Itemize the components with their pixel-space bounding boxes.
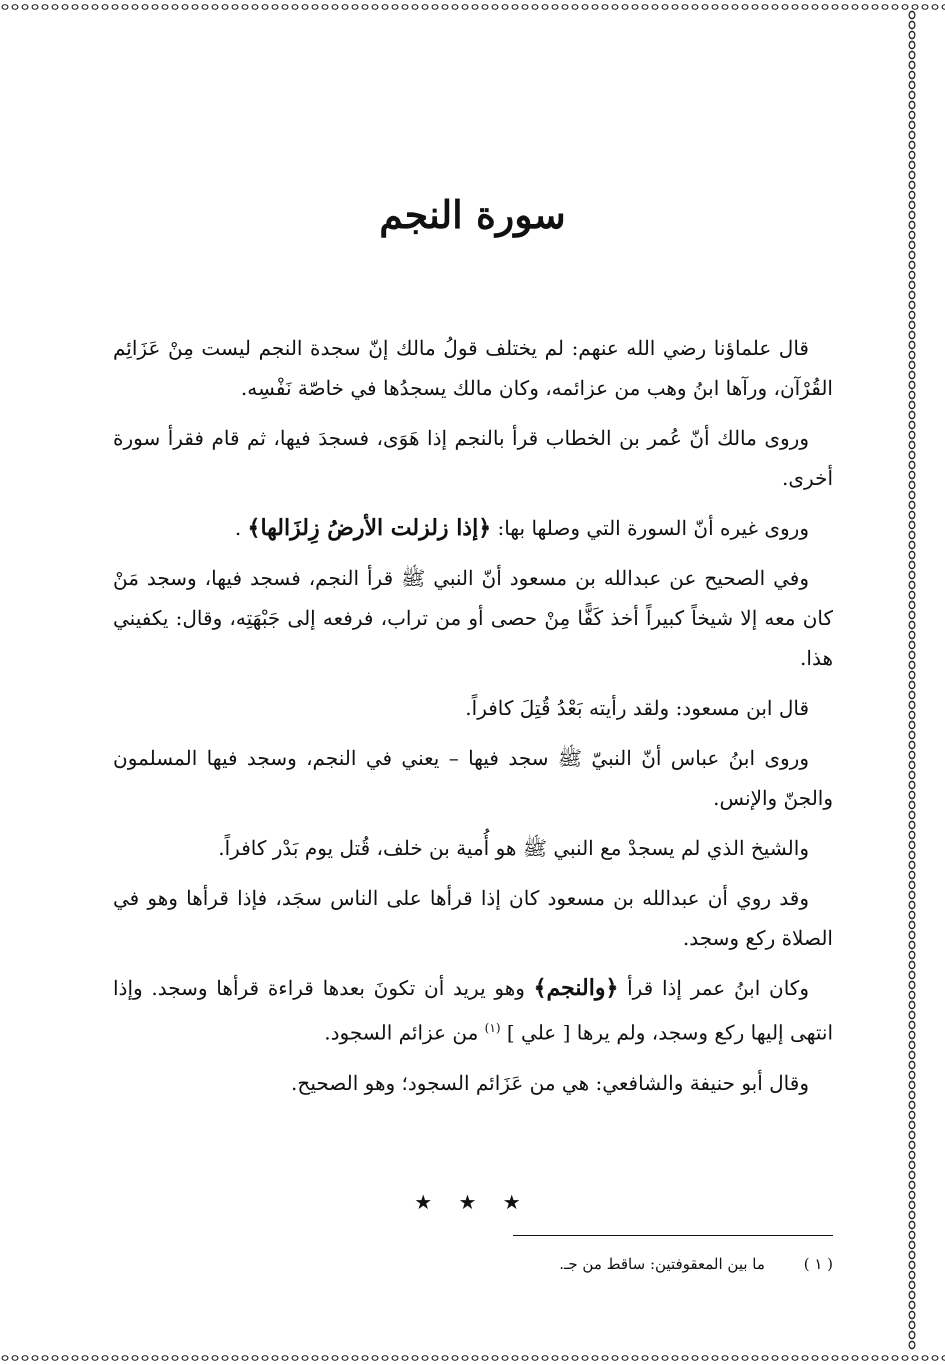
footnote-number: ( ١ )	[803, 1255, 833, 1273]
paragraph-4: وفي الصحيح عن عبدالله بن مسعود أنّ النبي ﷺ قرأ النجم، فسجد فيها، وسجد مَنْ كان معه إلا شيخاً كبيراً أخذ كَفًّا مِنْ حصى أو من تراب، فرفعه إلى جَبْهَتِه، وقال: يكفيني هذا.	[113, 566, 833, 670]
paragraph-9-middle: وهو يريد أن تكونَ بعدها قراءة قرأها وسجد. وإذا انتهى إليها ركع وسجد، ولم يرها [ علي ]	[113, 976, 833, 1045]
paragraph-8: وقد روي أن عبدالله بن مسعود كان إذا قرأها على الناس سجَد، فإذا قرأها وهو في الصلاة ركع وسجد.	[113, 886, 833, 950]
footnote	[113, 1252, 833, 1276]
text-body	[113, 328, 833, 1113]
paragraph-7: والشيخ الذي لم يسجدْ مع النبي ﷺ هو أُمية بن خلف، قُتل يوم بَدْر كافراً.	[218, 836, 809, 860]
footnote-divider	[513, 1235, 833, 1236]
paragraph-6: وروى ابنُ عباس أنّ النبيّ ﷺ سجد فيها – يعني في النجم، وسجد فيها المسلمون والجنّ والإنس.	[113, 746, 833, 810]
paragraph-3-text: وروى غيره أنّ السورة التي وصلها بها:	[491, 516, 809, 540]
quran-verse-zalzalah: ﴿إذا زلزلت الأرضُ زِلزَالها﴾	[247, 515, 492, 541]
paragraph-10: وقال أبو حنيفة والشافعي: هي من عَزَائم السجود؛ وهو الصحيح.	[291, 1070, 809, 1095]
paragraph-3	[113, 508, 833, 548]
paragraph-5: قال ابن مسعود: ولقد رأيته بَعْدُ قُتِلَ كافراً.	[465, 696, 809, 720]
footnote-text: ما بين المعقوفتين: ساقط من جـ.	[559, 1255, 765, 1273]
quran-verse-najm: ﴿والنجم﴾	[533, 975, 619, 1001]
paragraph-2: وروى مالك أنّ عُمر بن الخطاب قرأ بالنجم إذا هَوَى، فسجدَ فيها، ثم قام فقرأ سورة أخرى.	[113, 426, 833, 490]
paragraph-9	[113, 968, 833, 1053]
page-title: سورة النجم	[379, 192, 566, 237]
paragraph-3-end: .	[234, 516, 248, 540]
section-separator-stars: ★ ★ ★	[414, 1190, 531, 1214]
decorative-border-bottom	[0, 1353, 945, 1363]
paragraph-9-end: من عزائم السجود.	[324, 1020, 485, 1045]
paragraph-9-text: وكان ابنُ عمر إذا قرأ	[618, 976, 809, 1000]
decorative-border-top	[0, 2, 945, 12]
paragraph-1: قال علماؤنا رضي الله عنهم: لم يختلف قولُ مالك إنّ سجدة النجم ليست مِنْ عَزَائِم القُرْآن، ورآها ابنُ وهب من عزائمه، وكان مالك يسجدُها في خاصّة نَفْسِه.	[113, 336, 833, 400]
footnote-reference[interactable]: (١)	[484, 1021, 501, 1035]
